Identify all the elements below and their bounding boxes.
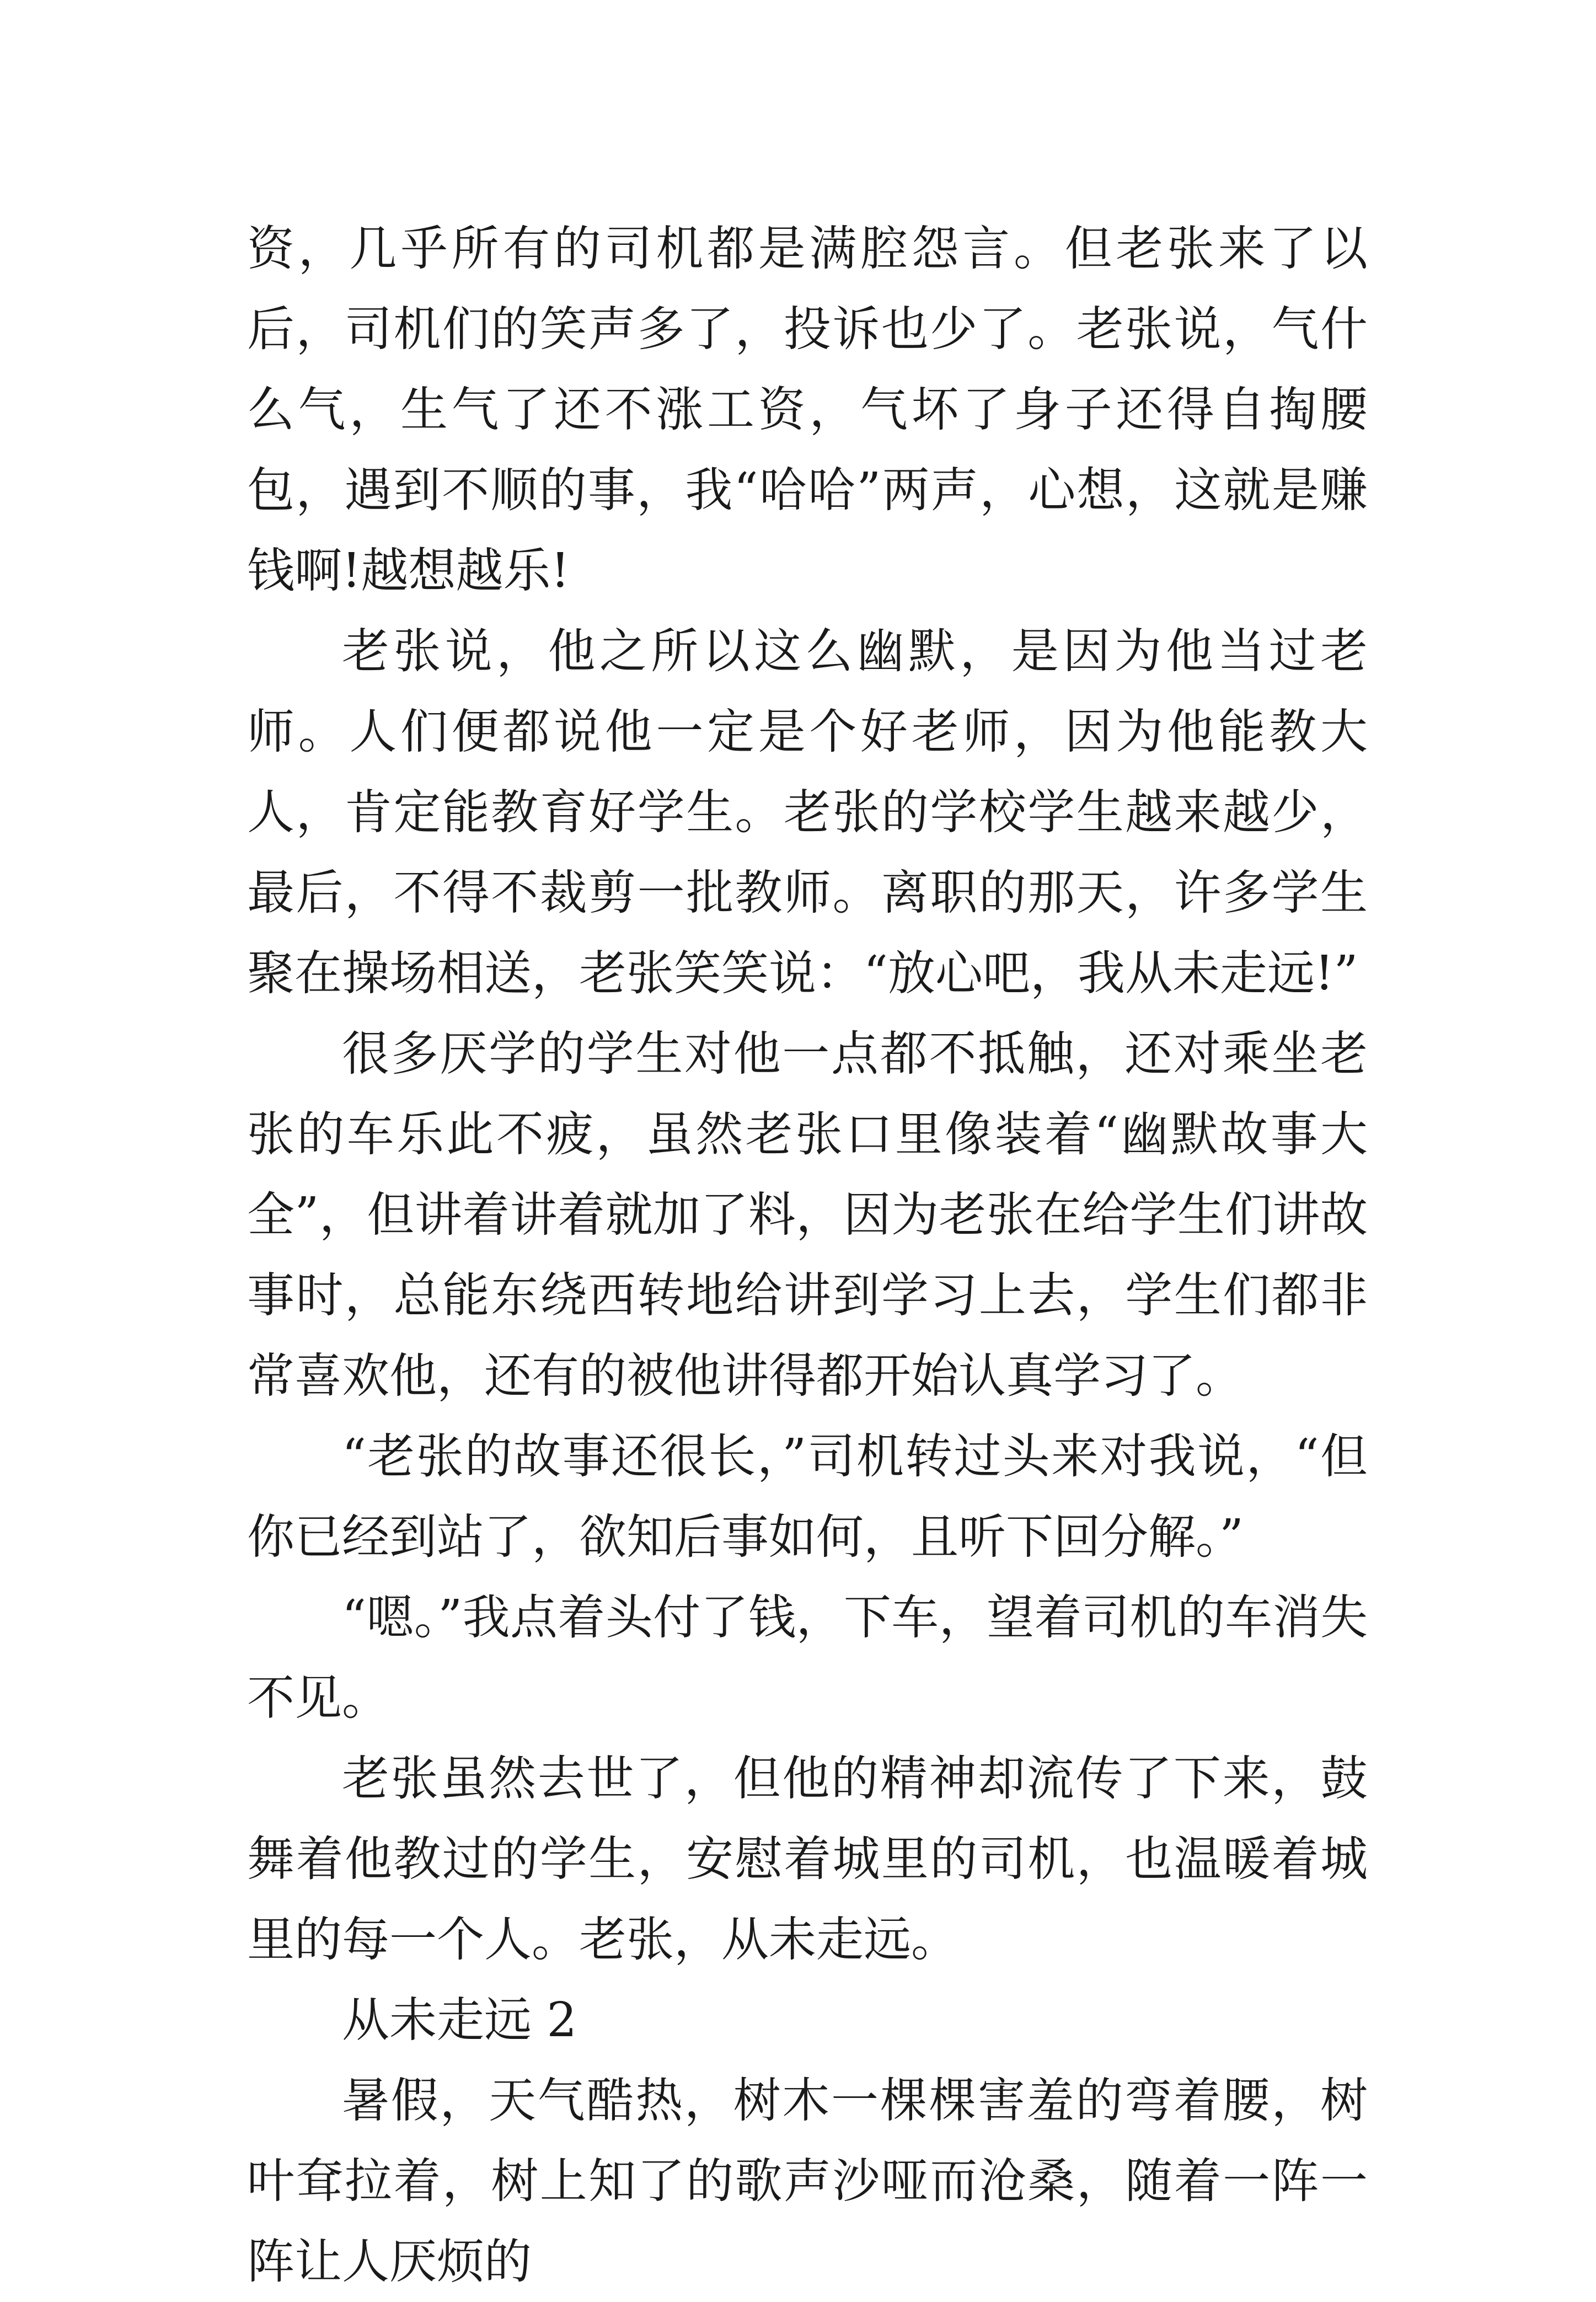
document-body (247, 208, 1368, 2302)
paragraph-7: 暑假，天气酷热，树木一棵棵害羞的弯着腰，树叶耷拉着，树上知了的歌声沙哑而沧桑，随着一阵一阵让人厌烦的 (247, 2073, 1368, 2289)
paragraph-2: 老张说，他之所以这么幽默，是因为他当过老师。人们便都说他一定是个好老师，因为他能教大人，肯定能教育好学生。老张的学校学生越来越少，最后，不得不裁剪一批教师。离职的那天，许多学生聚在操场相送，老张笑笑说：“放心吧，我从未走远!” (247, 624, 1368, 1001)
paragraph-6: 老张虽然去世了，但他的精神却流传了下来，鼓舞着他教过的学生，安慰着城里的司机，也温暖着城里的每一个人。老张，从未走远。 (247, 1751, 1368, 1967)
paragraph-4: “老张的故事还很长，”司机转过头来对我说，“但你已经到站了，欲知后事如何，且听下回分解。” (247, 1429, 1368, 1565)
paragraph-3: 很多厌学的学生对他一点都不抵触，还对乘坐老张的车乐此不疲，虽然老张口里像装着“幽默故事大全”，但讲着讲着就加了料，因为老张在给学生们讲故事时，总能东绕西转地给讲到学习上去，学生们都非常喜欢他，还有的被他讲得都开始认真学习了。 (247, 1026, 1368, 1404)
paragraph-1: 资，几乎所有的司机都是满腔怨言。但老张来了以后，司机们的笑声多了，投诉也少了。老张说，气什么气，生气了还不涨工资，气坏了身子还得自掏腰包，遇到不顺的事，我“哈哈”两声，心想，这就是赚钱啊!越想越乐! (247, 221, 1368, 598)
paragraph-5: “嗯。”我点着头付了钱，下车，望着司机的车消失不见。 (247, 1590, 1368, 1726)
section-heading: 从未走远 2 (342, 1993, 577, 2048)
